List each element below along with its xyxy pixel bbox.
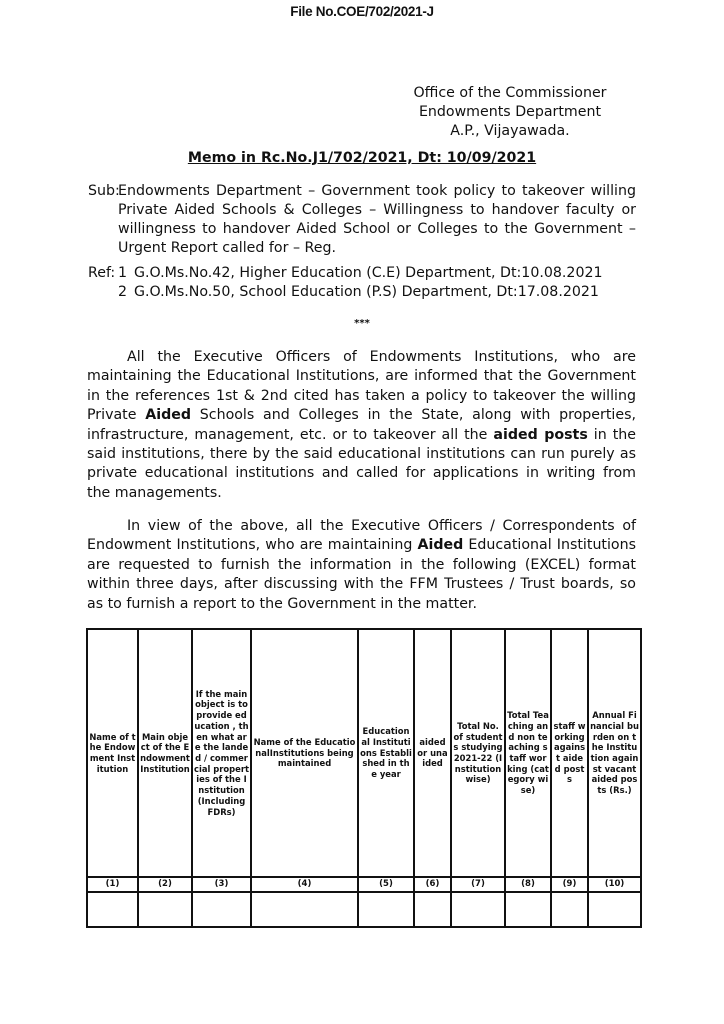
separator: *** (354, 318, 370, 329)
format-table (86, 628, 642, 928)
empty-cell (414, 892, 451, 927)
header-cell: Educational Institutions Established in the year (358, 629, 414, 877)
para1-text-1: All the Executive Officers of Endowments Institutions, who are maintaining the Educational Institutions, are informed that the Government in the references 1st & 2nd cited has taken a policy to takeover the willing Private (87, 349, 636, 424)
subject-label: Sub: (88, 183, 120, 199)
empty-cell (87, 892, 138, 927)
empty-cell (505, 892, 551, 927)
table-header-row (87, 629, 641, 877)
subject (88, 182, 636, 258)
header-cell: Main object of the Endowment Institution (138, 629, 192, 877)
header-cell: Name of the EducationalInstitutions being maintained (251, 629, 358, 877)
empty-cell (588, 892, 641, 927)
header-cell: Total Teaching and non teaching staff working (category wise) (505, 629, 551, 877)
column-number: (10) (588, 877, 641, 892)
column-number: (8) (505, 877, 551, 892)
memo-title: Memo in Rc.No.J1/702/2021, Dt: 10/09/2021 (187, 150, 537, 166)
empty-cell (138, 892, 192, 927)
paragraph-1 (87, 348, 636, 503)
empty-cell (358, 892, 414, 927)
header-cell: Name of the Endowment Institution (87, 629, 138, 877)
para1-bold-aided-posts: aided posts (493, 426, 588, 443)
column-number: (9) (551, 877, 588, 892)
subject-text: Endowments Department – Government took policy to takeover willing Private Aided Schools & Colleges – Willingness to handover faculty or willingness to handover Aided School or Colleges to the Government – Urgent Report called for – Reg. (118, 183, 636, 256)
column-number-row (87, 877, 641, 892)
header-cell: Total No. of students studying 2021-22 (Institution wise) (451, 629, 505, 877)
reference-text: G.O.Ms.No.42, Higher Education (C.E) Department, Dt:10.08.2021 (134, 265, 603, 281)
empty-cell (451, 892, 505, 927)
header-cell: Annual Financial burden on the Institution against vacant aided posts (Rs.) (588, 629, 641, 877)
para1-text-2: Schools and Colleges in the State, along with properties, infrastructure, management, etc. or to takeover all the (87, 407, 636, 443)
reference-number: 1 (118, 265, 128, 281)
column-number: (1) (87, 877, 138, 892)
header-cell: If the main object is to provide education , then what are the landed / commercial properties of the Institution (Including FDRs) (192, 629, 251, 877)
empty-cell (251, 892, 358, 927)
empty-cell (192, 892, 251, 927)
reference-label: Ref: (88, 265, 116, 281)
file-number: File No.COE/702/2021-J (290, 4, 434, 19)
column-number: (3) (192, 877, 251, 892)
para1-text-3: in the said institutions, there by the said educational institutions can run purely as private educational institutions and called for applications in writing from the managements. (87, 426, 636, 501)
column-number: (5) (358, 877, 414, 892)
office-line-2: Endowments Department (418, 104, 602, 120)
reference-item (88, 283, 648, 302)
header-cell: staff working against aided posts (551, 629, 588, 877)
office-line-1: Office of the Commissioner (413, 85, 607, 101)
office-address (385, 84, 635, 141)
references (88, 264, 648, 302)
paragraph-2 (87, 517, 636, 614)
column-number: (4) (251, 877, 358, 892)
para2-bold-aided: Aided (417, 537, 464, 554)
column-number: (6) (414, 877, 451, 892)
para2-text-2: Educational Institutions are requested to furnish the information in the following (EXCEL) format within three days, after discussing with the FFM Trustees / Trust boards, so as to furnish a report to the Government in the matter. (87, 537, 637, 612)
empty-data-row (87, 892, 641, 927)
para1-bold-aided: Aided (145, 407, 192, 424)
office-line-3: A.P., Vijayawada. (450, 123, 570, 139)
reference-item (88, 264, 648, 283)
reference-text: G.O.Ms.No.50, School Education (P.S) Department, Dt:17.08.2021 (134, 284, 599, 300)
column-number: (7) (451, 877, 505, 892)
header-cell: aided or unaided (414, 629, 451, 877)
reference-number: 2 (118, 284, 128, 300)
para2-text-1: In view of the above, all the Executive Officers / Correspondents of Endowment Institutions, who are maintaining (87, 518, 636, 554)
column-number: (2) (138, 877, 192, 892)
empty-cell (551, 892, 588, 927)
